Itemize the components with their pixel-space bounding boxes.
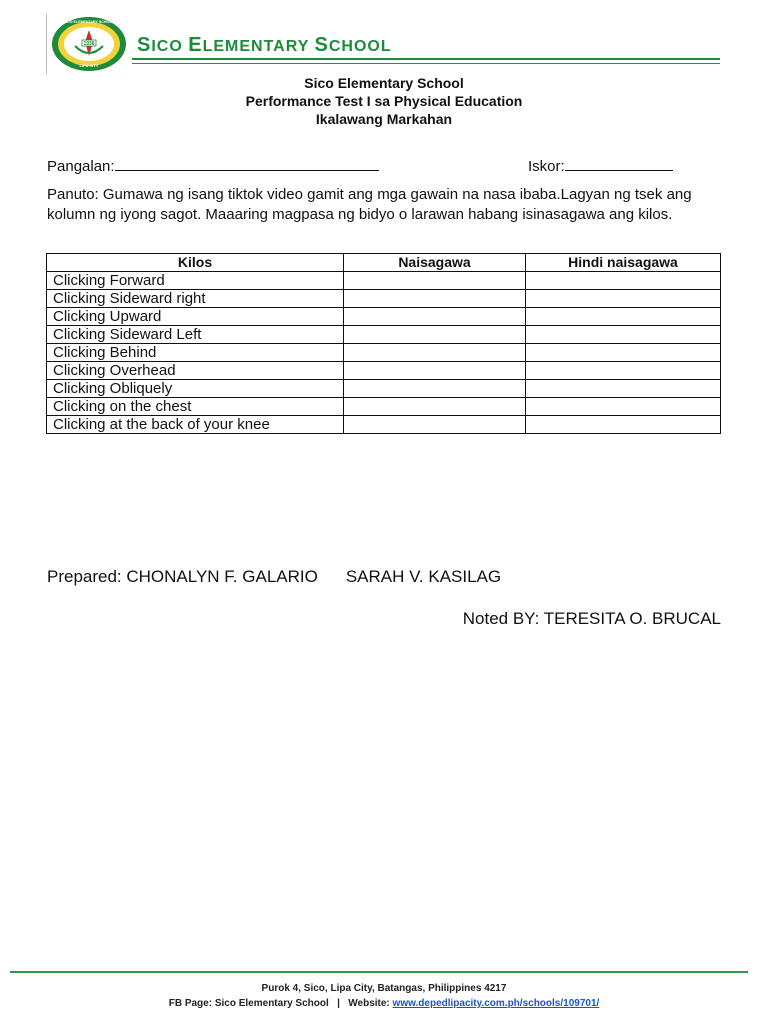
naisagawa-cell[interactable] xyxy=(344,272,526,290)
hindi-naisagawa-cell[interactable] xyxy=(526,308,721,326)
header-blue-rule xyxy=(132,63,720,64)
kilos-cell: Clicking Obliquely xyxy=(47,380,344,398)
table-row xyxy=(47,398,721,416)
header-kilos: Kilos xyxy=(47,254,344,272)
header-naisagawa: Naisagawa xyxy=(344,254,526,272)
footer-separator: | xyxy=(337,998,340,1009)
school-name-initial-e: E xyxy=(188,34,203,56)
hindi-naisagawa-cell[interactable] xyxy=(526,290,721,308)
logo-year-text: 1936 xyxy=(83,41,95,47)
instructions-text: Panuto: Gumawa ng isang tiktok video gamit ang mga gawain na nasa ibaba.Lagyan ng tsek ang kolumn ng iyong sagot. Maaaring magpasa ng bidyo o larawan habang isinasagawa ang kilos. xyxy=(47,186,692,223)
score-blank-line[interactable] xyxy=(565,156,673,171)
footer-fb-page: FB Page: Sico Elementary School xyxy=(168,998,329,1009)
naisagawa-cell[interactable] xyxy=(344,362,526,380)
hindi-naisagawa-cell[interactable] xyxy=(526,272,721,290)
kilos-table xyxy=(46,253,721,434)
footer-address: Purok 4, Sico, Lipa City, Batangas, Philippines 4217 xyxy=(261,983,507,994)
kilos-cell: Clicking Overhead xyxy=(47,362,344,380)
school-name-initial-s: S xyxy=(137,34,152,56)
score-field xyxy=(528,156,673,175)
prepared-by-line xyxy=(47,567,501,587)
hindi-naisagawa-cell[interactable] xyxy=(526,380,721,398)
kilos-cell: Clicking at the back of your knee xyxy=(47,416,344,434)
hindi-naisagawa-cell[interactable] xyxy=(526,362,721,380)
table-header-row xyxy=(47,254,721,272)
school-name-heading xyxy=(137,34,392,57)
header-green-rule xyxy=(132,58,720,60)
table-row xyxy=(47,380,721,398)
prepared-by-label: Prepared: CHONALYN F. GALARIO xyxy=(47,567,318,586)
footer-rule xyxy=(10,971,748,973)
header-divider xyxy=(46,14,47,74)
naisagawa-cell[interactable] xyxy=(344,344,526,362)
naisagawa-cell[interactable] xyxy=(344,380,526,398)
footer-website-link[interactable]: www.depedlipacity.com.ph/schools/109701/ xyxy=(392,998,600,1009)
naisagawa-cell[interactable] xyxy=(344,416,526,434)
table-row xyxy=(47,290,721,308)
naisagawa-cell[interactable] xyxy=(344,326,526,344)
name-label: Pangalan: xyxy=(47,158,115,175)
naisagawa-cell[interactable] xyxy=(344,398,526,416)
table-row xyxy=(47,344,721,362)
table-row xyxy=(47,362,721,380)
kilos-cell: Clicking Sideward Left xyxy=(47,326,344,344)
footer-website-label: Website: xyxy=(348,998,390,1009)
title-line-1: Sico Elementary School xyxy=(304,75,464,91)
kilos-cell: Clicking Sideward right xyxy=(47,290,344,308)
kilos-cell: Clicking on the chest xyxy=(47,398,344,416)
table-row xyxy=(47,308,721,326)
hindi-naisagawa-cell[interactable] xyxy=(526,344,721,362)
document-title xyxy=(0,74,768,128)
header-hindi-naisagawa: Hindi naisagawa xyxy=(526,254,721,272)
score-label: Iskor: xyxy=(528,158,565,175)
naisagawa-cell[interactable] xyxy=(344,290,526,308)
kilos-cell: Clicking Behind xyxy=(47,344,344,362)
naisagawa-cell[interactable] xyxy=(344,308,526,326)
school-name-lementary: LEMENTARY xyxy=(202,38,310,55)
footer xyxy=(0,981,768,1011)
noted-by-line: Noted BY: TERESITA O. BRUCAL xyxy=(462,609,721,628)
logo-city-text: LIPA CITY xyxy=(79,63,99,68)
second-preparer-name: SARAH V. KASILAG xyxy=(345,567,502,586)
school-name-ico: ICO xyxy=(151,38,183,55)
kilos-cell: Clicking Upward xyxy=(47,308,344,326)
school-name-initial-s2: S xyxy=(314,34,329,56)
hindi-naisagawa-cell[interactable] xyxy=(526,416,721,434)
hindi-naisagawa-cell[interactable] xyxy=(526,326,721,344)
logo-ring-text: SICO ELEMENTARY SCHOOL xyxy=(63,20,115,24)
title-line-3: Ikalawang Markahan xyxy=(315,111,453,127)
name-blank-line[interactable] xyxy=(115,156,379,171)
table-row xyxy=(47,416,721,434)
school-seal-logo xyxy=(50,16,128,72)
kilos-cell: Clicking Forward xyxy=(47,272,344,290)
school-name-chool: CHOOL xyxy=(328,38,392,55)
table-row xyxy=(47,326,721,344)
hindi-naisagawa-cell[interactable] xyxy=(526,398,721,416)
title-line-2: Performance Test I sa Physical Education xyxy=(245,93,523,109)
name-field xyxy=(47,156,379,175)
footer-contact xyxy=(0,996,768,1011)
table-row xyxy=(47,272,721,290)
